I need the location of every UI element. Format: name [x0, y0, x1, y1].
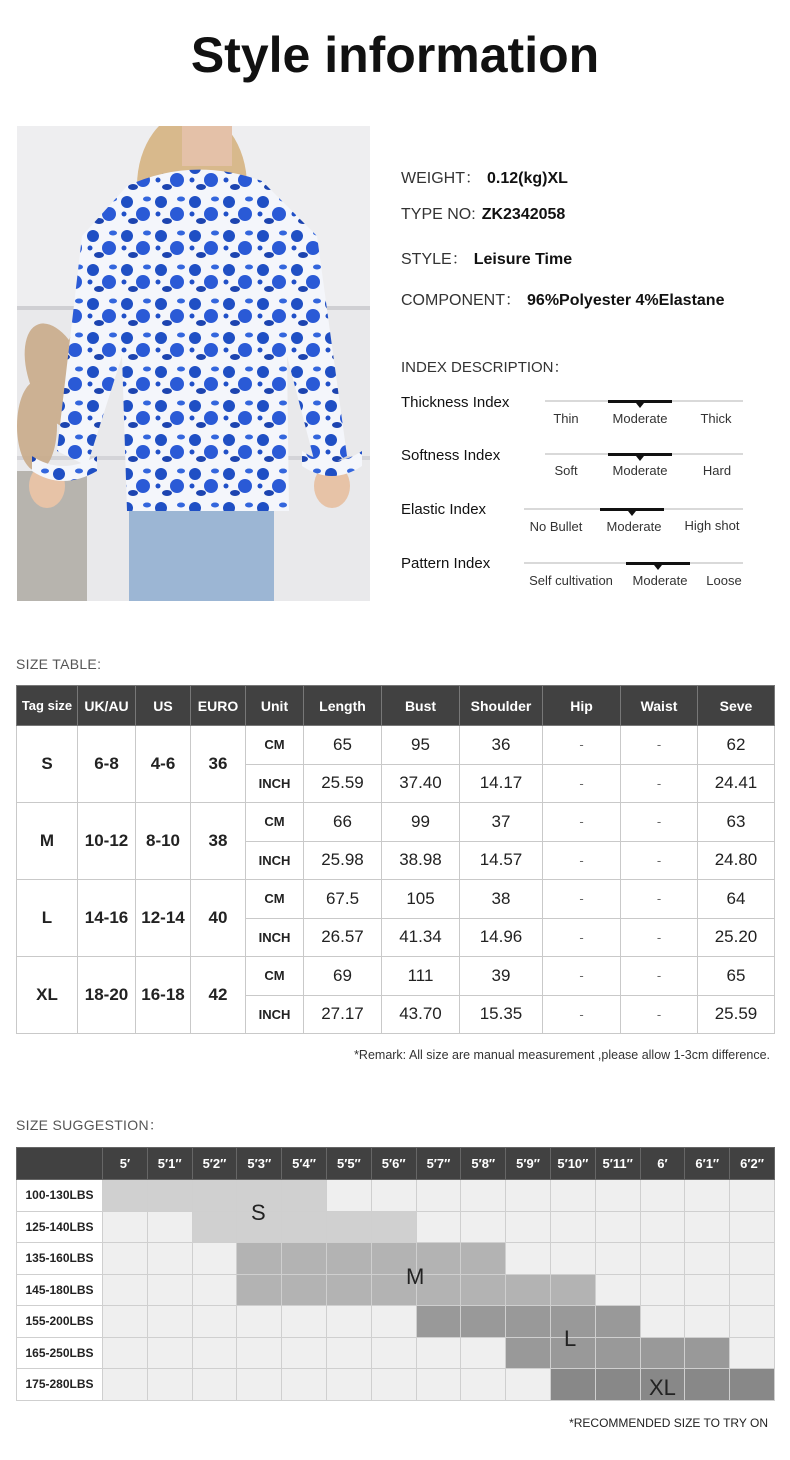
- grid-cell: [371, 1306, 416, 1338]
- grid-cell: [326, 1243, 371, 1275]
- thickness-low: Thin: [553, 411, 579, 426]
- height-header-cell: 6′1″: [685, 1148, 730, 1180]
- size-table-header: [17, 686, 775, 726]
- grid-cell: [506, 1180, 551, 1212]
- grid-cell: [103, 1306, 148, 1338]
- grid-cell: [730, 1369, 775, 1401]
- type-no-label: TYPE NO:: [401, 206, 476, 223]
- grid-cell: [685, 1180, 730, 1212]
- height-header-cell: 6′: [640, 1148, 685, 1180]
- grid-cell: [237, 1243, 282, 1275]
- elastic-low: No Bullet: [529, 519, 583, 534]
- header-cell: US: [136, 686, 191, 726]
- measurement-cell: -: [621, 764, 698, 803]
- measurement-cell: 37.40: [382, 764, 460, 803]
- grid-cell: [192, 1180, 237, 1212]
- grid-cell: [282, 1337, 327, 1369]
- grid-cell: [730, 1180, 775, 1212]
- measurement-cell: 37: [460, 803, 543, 842]
- unit-cell: INCH: [246, 841, 304, 880]
- grid-cell: [640, 1243, 685, 1275]
- grid-cell: [282, 1243, 327, 1275]
- measurement-cell: 26.57: [304, 918, 382, 957]
- grid-cell: [595, 1243, 640, 1275]
- measurement-cell: 111: [382, 957, 460, 996]
- weight-row: [17, 1337, 775, 1369]
- weight-row: [17, 1180, 775, 1212]
- grid-cell: [326, 1274, 371, 1306]
- measurement-cell: 41.34: [382, 918, 460, 957]
- grid-cell: [147, 1243, 192, 1275]
- grid-cell: [461, 1243, 506, 1275]
- grid-cell: [237, 1337, 282, 1369]
- weight-label-cell: 165-250LBS: [17, 1337, 103, 1369]
- measurement-cell: -: [543, 880, 621, 919]
- table-row: [17, 957, 775, 996]
- softness-high: Hard: [702, 463, 732, 478]
- us-size-cell: 4-6: [136, 726, 191, 803]
- us-size-cell: 12-14: [136, 880, 191, 957]
- measurement-cell: -: [621, 918, 698, 957]
- pattern-pointer-icon: [654, 565, 662, 570]
- pattern-low: Self cultivation: [529, 573, 613, 588]
- unit-cell: CM: [246, 803, 304, 842]
- measurement-cell: 25.98: [304, 841, 382, 880]
- grid-cell: [192, 1211, 237, 1243]
- grid-cell: [192, 1274, 237, 1306]
- grid-cell: [640, 1211, 685, 1243]
- pattern-high: Loose: [706, 573, 742, 588]
- header-cell: Length: [304, 686, 382, 726]
- weight-label: WEIGHT：: [401, 170, 481, 187]
- grid-cell: [730, 1306, 775, 1338]
- grid-cell: [640, 1337, 685, 1369]
- measurement-cell: 38.98: [382, 841, 460, 880]
- measurement-cell: 66: [304, 803, 382, 842]
- uk-size-cell: 6-8: [78, 726, 136, 803]
- measurement-cell: 62: [698, 726, 775, 765]
- header-cell: Hip: [543, 686, 621, 726]
- measurement-cell: 27.17: [304, 995, 382, 1034]
- page-title: Style information: [190, 27, 600, 83]
- size-region-s: S: [251, 1200, 266, 1225]
- grid-cell: [506, 1337, 551, 1369]
- weight-label-cell: 135-160LBS: [17, 1243, 103, 1275]
- uk-size-cell: 10-12: [78, 803, 136, 880]
- height-header-cell: 5′7″: [416, 1148, 461, 1180]
- grid-cell: [147, 1274, 192, 1306]
- weight-row: [17, 1243, 775, 1275]
- elastic-high: High shot: [684, 518, 740, 533]
- product-photo: [17, 126, 370, 601]
- measurement-cell: 63: [698, 803, 775, 842]
- grid-cell: [103, 1274, 148, 1306]
- weight-row: [17, 1211, 775, 1243]
- grid-cell: [147, 1306, 192, 1338]
- pattern-mid: Moderate: [632, 573, 688, 588]
- thickness-high: Thick: [700, 411, 732, 426]
- grid-cell: [192, 1369, 237, 1401]
- grid-cell: [103, 1337, 148, 1369]
- measurement-cell: -: [621, 880, 698, 919]
- measurement-cell: 14.17: [460, 764, 543, 803]
- grid-cell: [550, 1211, 595, 1243]
- grid-cell: [147, 1369, 192, 1401]
- grid-cell: [730, 1274, 775, 1306]
- grid-cell: [550, 1369, 595, 1401]
- grid-cell: [326, 1306, 371, 1338]
- height-header-cell: 5′4″: [282, 1148, 327, 1180]
- uk-size-cell: 18-20: [78, 957, 136, 1034]
- grid-cell: [237, 1274, 282, 1306]
- weight-row: [17, 1274, 775, 1306]
- weight-label-cell: 125-140LBS: [17, 1211, 103, 1243]
- grid-cell: [461, 1369, 506, 1401]
- size-suggestion-grid: [16, 1147, 775, 1401]
- size-cell: M: [17, 803, 78, 880]
- size-cell: XL: [17, 957, 78, 1034]
- height-header-cell: 5′5″: [326, 1148, 371, 1180]
- grid-cell: [192, 1306, 237, 1338]
- measurement-cell: 38: [460, 880, 543, 919]
- grid-cell: [371, 1211, 416, 1243]
- grid-cell: [282, 1369, 327, 1401]
- measurement-cell: 65: [698, 957, 775, 996]
- index-description-title: INDEX DESCRIPTION：: [401, 359, 569, 376]
- grid-cell: [103, 1369, 148, 1401]
- grid-cell: [147, 1180, 192, 1212]
- grid-cell: [640, 1306, 685, 1338]
- weight-value: 0.12(kg)XL: [487, 170, 568, 187]
- thickness-index-label: Thickness Index: [401, 394, 510, 411]
- measurement-cell: 67.5: [304, 880, 382, 919]
- softness-pointer-icon: [636, 456, 644, 461]
- us-size-cell: 16-18: [136, 957, 191, 1034]
- grid-cell: [237, 1369, 282, 1401]
- grid-cell: [282, 1274, 327, 1306]
- header-cell: UK/AU: [78, 686, 136, 726]
- grid-cell: [326, 1180, 371, 1212]
- grid-cell: [550, 1274, 595, 1306]
- type-no-row: [401, 206, 565, 224]
- component-value: 96%Polyester 4%Elastane: [527, 292, 725, 309]
- grid-cell: [282, 1211, 327, 1243]
- style-row: [401, 246, 572, 269]
- grid-cell: [506, 1243, 551, 1275]
- style-value: Leisure Time: [473, 251, 573, 268]
- corner-cell: [17, 1148, 103, 1180]
- grid-cell: [550, 1243, 595, 1275]
- size-region-l: L: [564, 1326, 577, 1351]
- size-cell: S: [17, 726, 78, 803]
- header-cell: Bust: [382, 686, 460, 726]
- grid-cell: [103, 1211, 148, 1243]
- header-cell: Shoulder: [460, 686, 543, 726]
- grid-cell: [550, 1180, 595, 1212]
- grid-cell: [237, 1306, 282, 1338]
- pattern-index-label: Pattern Index: [401, 555, 491, 572]
- measurement-cell: 24.41: [698, 764, 775, 803]
- measurement-cell: -: [621, 803, 698, 842]
- grid-cell: [371, 1369, 416, 1401]
- height-header-cell: 5′10″: [550, 1148, 595, 1180]
- grid-cell: [730, 1337, 775, 1369]
- euro-size-cell: 38: [191, 803, 246, 880]
- elastic-pointer-icon: [628, 511, 636, 516]
- measurement-cell: -: [543, 957, 621, 996]
- size-cell: L: [17, 880, 78, 957]
- grid-cell: [685, 1243, 730, 1275]
- grid-cell: [461, 1306, 506, 1338]
- softness-mid: Moderate: [612, 463, 668, 478]
- grid-cell: [461, 1337, 506, 1369]
- grid-cell: [506, 1211, 551, 1243]
- measurement-cell: 65: [304, 726, 382, 765]
- measurement-cell: -: [621, 957, 698, 996]
- table-row: [17, 726, 775, 765]
- height-header-cell: 5′9″: [506, 1148, 551, 1180]
- weight-label-cell: 145-180LBS: [17, 1274, 103, 1306]
- weight-label-cell: 100-130LBS: [17, 1180, 103, 1212]
- euro-size-cell: 40: [191, 880, 246, 957]
- grid-cell: [685, 1274, 730, 1306]
- measurement-cell: -: [543, 918, 621, 957]
- grid-cell: [461, 1211, 506, 1243]
- measurement-cell: 64: [698, 880, 775, 919]
- recommend-note: *RECOMMENDED SIZE TO TRY ON: [569, 1416, 768, 1430]
- grid-cell: [416, 1306, 461, 1338]
- measurement-cell: 95: [382, 726, 460, 765]
- grid-cell: [506, 1274, 551, 1306]
- grid-cell: [192, 1243, 237, 1275]
- height-header-cell: 5′: [103, 1148, 148, 1180]
- measurement-cell: 36: [460, 726, 543, 765]
- measurement-cell: 25.59: [698, 995, 775, 1034]
- softness-low: Soft: [554, 463, 578, 478]
- grid-cell: [282, 1180, 327, 1212]
- measurement-cell: 15.35: [460, 995, 543, 1034]
- uk-size-cell: 14-16: [78, 880, 136, 957]
- grid-cell: [595, 1274, 640, 1306]
- component-row: [401, 287, 724, 310]
- weight-row: [401, 165, 568, 188]
- height-header-cell: 6′2″: [730, 1148, 775, 1180]
- header-cell: Tag size: [17, 686, 78, 726]
- size-table: [16, 685, 775, 1034]
- unit-cell: CM: [246, 726, 304, 765]
- grid-cell: [371, 1180, 416, 1212]
- measurement-cell: 25.59: [304, 764, 382, 803]
- grid-cell: [685, 1337, 730, 1369]
- table-row: [17, 880, 775, 919]
- grid-cell: [730, 1211, 775, 1243]
- grid-cell: [506, 1369, 551, 1401]
- grid-cell: [416, 1337, 461, 1369]
- style-label: STYLE：: [401, 251, 468, 268]
- grid-cell: [282, 1306, 327, 1338]
- size-suggestion-label: SIZE SUGGESTION：: [16, 1117, 164, 1133]
- height-header-row: [17, 1148, 775, 1180]
- height-header-cell: 5′6″: [371, 1148, 416, 1180]
- measurement-cell: 14.96: [460, 918, 543, 957]
- elastic-mid: Moderate: [606, 519, 662, 534]
- grid-cell: [326, 1337, 371, 1369]
- unit-cell: CM: [246, 880, 304, 919]
- grid-cell: [685, 1306, 730, 1338]
- thickness-pointer-icon: [636, 403, 644, 408]
- grid-cell: [147, 1211, 192, 1243]
- grid-cell: [595, 1180, 640, 1212]
- grid-cell: [640, 1274, 685, 1306]
- grid-cell: [416, 1180, 461, 1212]
- size-region-xl: XL: [649, 1375, 676, 1400]
- header-cell: EURO: [191, 686, 246, 726]
- measurement-cell: 25.20: [698, 918, 775, 957]
- grid-cell: [147, 1337, 192, 1369]
- grid-cell: [595, 1306, 640, 1338]
- softness-index-label: Softness Index: [401, 447, 501, 464]
- grid-cell: [685, 1369, 730, 1401]
- header-cell: Unit: [246, 686, 304, 726]
- grid-cell: [103, 1180, 148, 1212]
- type-no-value: ZK2342058: [481, 206, 566, 223]
- weight-label-cell: 155-200LBS: [17, 1306, 103, 1338]
- measurement-cell: -: [543, 764, 621, 803]
- measurement-cell: 99: [382, 803, 460, 842]
- grid-cell: [103, 1243, 148, 1275]
- size-region-m: M: [406, 1264, 425, 1289]
- grid-cell: [640, 1180, 685, 1212]
- grid-cell: [685, 1211, 730, 1243]
- measurement-cell: 14.57: [460, 841, 543, 880]
- grid-cell: [595, 1337, 640, 1369]
- elastic-index-label: Elastic Index: [401, 501, 487, 518]
- height-header-cell: 5′11″: [595, 1148, 640, 1180]
- grid-cell: [730, 1243, 775, 1275]
- unit-cell: INCH: [246, 995, 304, 1034]
- header-cell: Waist: [621, 686, 698, 726]
- euro-size-cell: 36: [191, 726, 246, 803]
- euro-size-cell: 42: [191, 957, 246, 1034]
- height-header-cell: 5′3″: [237, 1148, 282, 1180]
- thickness-mid: Moderate: [612, 411, 668, 426]
- weight-row: [17, 1306, 775, 1338]
- us-size-cell: 8-10: [136, 803, 191, 880]
- grid-cell: [461, 1180, 506, 1212]
- measurement-cell: -: [543, 726, 621, 765]
- header-cell: Seve: [698, 686, 775, 726]
- grid-cell: [416, 1211, 461, 1243]
- height-header-cell: 5′8″: [461, 1148, 506, 1180]
- measurement-cell: -: [621, 995, 698, 1034]
- unit-cell: INCH: [246, 764, 304, 803]
- unit-cell: CM: [246, 957, 304, 996]
- grid-cell: [416, 1369, 461, 1401]
- height-header-cell: 5′1″: [147, 1148, 192, 1180]
- measurement-remark: *Remark: All size are manual measurement ,please allow 1-3cm difference.: [354, 1048, 770, 1062]
- measurement-cell: -: [543, 995, 621, 1034]
- grid-cell: [371, 1337, 416, 1369]
- grid-cell: [506, 1306, 551, 1338]
- measurement-cell: 105: [382, 880, 460, 919]
- measurement-cell: -: [621, 841, 698, 880]
- size-table-label: SIZE TABLE:: [16, 656, 102, 672]
- height-header-cell: 5′2″: [192, 1148, 237, 1180]
- grid-cell: [595, 1369, 640, 1401]
- unit-cell: INCH: [246, 918, 304, 957]
- measurement-cell: -: [543, 841, 621, 880]
- measurement-cell: 69: [304, 957, 382, 996]
- measurement-cell: 24.80: [698, 841, 775, 880]
- measurement-cell: -: [621, 726, 698, 765]
- measurement-cell: 43.70: [382, 995, 460, 1034]
- grid-cell: [461, 1274, 506, 1306]
- weight-label-cell: 175-280LBS: [17, 1369, 103, 1401]
- grid-cell: [326, 1211, 371, 1243]
- measurement-cell: 39: [460, 957, 543, 996]
- grid-cell: [192, 1337, 237, 1369]
- component-label: COMPONENT：: [401, 292, 522, 309]
- table-row: [17, 803, 775, 842]
- grid-cell: [595, 1211, 640, 1243]
- measurement-cell: -: [543, 803, 621, 842]
- grid-cell: [326, 1369, 371, 1401]
